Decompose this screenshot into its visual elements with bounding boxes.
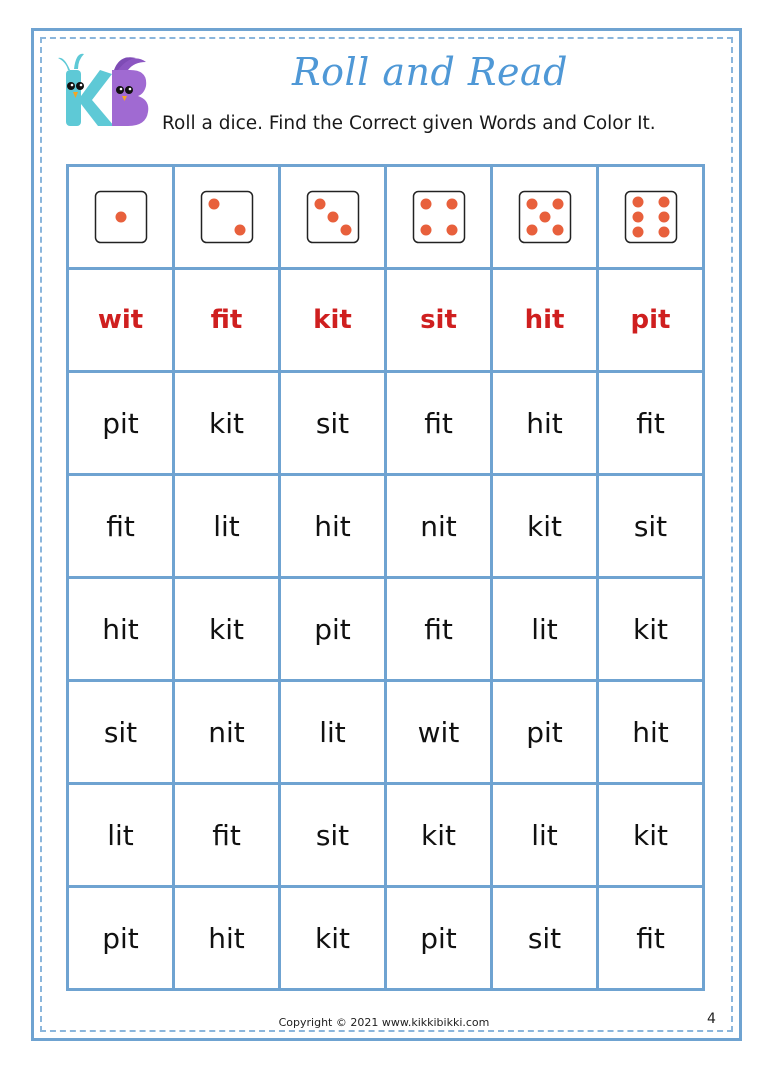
word-text: nit xyxy=(208,715,245,749)
word-text: pit xyxy=(526,715,563,749)
dice-face xyxy=(201,192,252,243)
dice-cell xyxy=(492,166,598,269)
dice-pip xyxy=(552,225,563,236)
target-word: kit xyxy=(313,305,352,335)
dice-cell xyxy=(68,166,174,269)
word-text: hit xyxy=(314,509,351,543)
word-cell[interactable] xyxy=(174,681,280,784)
word-cell[interactable] xyxy=(492,475,598,578)
dice-5-icon xyxy=(518,190,572,244)
page-title: Roll and Read xyxy=(292,50,568,94)
word-cell[interactable] xyxy=(68,681,174,784)
word-cell[interactable] xyxy=(174,578,280,681)
dice-pip xyxy=(446,199,457,210)
word-cell[interactable] xyxy=(492,578,598,681)
target-word-cell xyxy=(68,269,174,372)
word-text: hit xyxy=(102,612,139,646)
word-text: fit xyxy=(106,509,135,543)
word-row xyxy=(68,681,704,784)
target-word-cell xyxy=(598,269,704,372)
target-word-row xyxy=(68,269,704,372)
word-text: kit xyxy=(209,406,244,440)
word-text: nit xyxy=(420,509,457,543)
page-number: 4 xyxy=(707,1011,716,1027)
target-word-cell xyxy=(386,269,492,372)
dice-pip xyxy=(526,199,537,210)
word-cell[interactable] xyxy=(280,681,386,784)
dice-6-icon xyxy=(624,190,678,244)
word-text: kit xyxy=(527,509,562,543)
target-word: hit xyxy=(524,305,565,335)
word-cell[interactable] xyxy=(68,887,174,990)
word-row xyxy=(68,372,704,475)
target-word-cell xyxy=(174,269,280,372)
word-cell[interactable] xyxy=(280,887,386,990)
word-row xyxy=(68,578,704,681)
word-row xyxy=(68,887,704,990)
word-text: fit xyxy=(424,612,453,646)
dice-pip xyxy=(208,199,219,210)
dice-cell xyxy=(280,166,386,269)
dice-pip xyxy=(632,197,643,208)
word-cell[interactable] xyxy=(68,372,174,475)
dice-4-icon xyxy=(412,190,466,244)
target-word: wit xyxy=(97,305,144,335)
word-cell[interactable] xyxy=(386,475,492,578)
target-word-cell xyxy=(280,269,386,372)
word-cell[interactable] xyxy=(280,372,386,475)
dice-cell xyxy=(174,166,280,269)
word-text: lit xyxy=(319,715,346,749)
word-text: lit xyxy=(213,509,240,543)
word-cell[interactable] xyxy=(598,578,704,681)
dice-row xyxy=(68,166,704,269)
dice-pip xyxy=(420,199,431,210)
word-cell[interactable] xyxy=(492,887,598,990)
word-row xyxy=(68,784,704,887)
dice-pip xyxy=(446,225,457,236)
word-text: hit xyxy=(208,921,245,955)
word-text: fit xyxy=(636,921,665,955)
word-text: kit xyxy=(209,612,244,646)
word-cell[interactable] xyxy=(174,475,280,578)
word-cell[interactable] xyxy=(174,784,280,887)
dice-pip xyxy=(420,225,431,236)
word-text: fit xyxy=(424,406,453,440)
word-cell[interactable] xyxy=(598,681,704,784)
dice-pip xyxy=(658,212,669,223)
word-text: kit xyxy=(633,818,668,852)
word-cell[interactable] xyxy=(598,475,704,578)
word-text: fit xyxy=(636,406,665,440)
word-cell[interactable] xyxy=(280,578,386,681)
target-word-cell xyxy=(492,269,598,372)
dice-cell xyxy=(386,166,492,269)
word-text: pit xyxy=(420,921,457,955)
dice-face xyxy=(413,192,464,243)
word-cell[interactable] xyxy=(386,681,492,784)
dice-1-icon xyxy=(94,190,148,244)
dice-pip xyxy=(658,197,669,208)
dice-cell xyxy=(598,166,704,269)
dice-pip xyxy=(552,199,563,210)
word-text: hit xyxy=(526,406,563,440)
word-text: sit xyxy=(527,921,562,955)
word-cell[interactable] xyxy=(386,784,492,887)
word-cell[interactable] xyxy=(598,784,704,887)
word-cell[interactable] xyxy=(386,372,492,475)
copyright-text: Copyright © 2021 www.kikkibikki.com xyxy=(278,1016,490,1029)
word-text: kit xyxy=(315,921,350,955)
dice-2-icon xyxy=(200,190,254,244)
roll-and-read-grid xyxy=(66,164,705,991)
dice-pip xyxy=(340,225,351,236)
word-cell[interactable] xyxy=(386,887,492,990)
dice-pip xyxy=(658,227,669,238)
dice-pip xyxy=(632,212,643,223)
target-word: sit xyxy=(420,305,457,335)
word-cell[interactable] xyxy=(598,372,704,475)
dice-pip xyxy=(115,212,126,223)
dice-pip xyxy=(539,212,550,223)
word-text: lit xyxy=(531,612,558,646)
word-cell[interactable] xyxy=(68,784,174,887)
word-cell[interactable] xyxy=(174,887,280,990)
word-text: pit xyxy=(314,612,351,646)
word-cell[interactable] xyxy=(174,372,280,475)
word-cell[interactable] xyxy=(280,475,386,578)
word-text: sit xyxy=(103,715,138,749)
kb-logo xyxy=(56,48,152,132)
word-text: wit xyxy=(417,715,460,749)
word-text: lit xyxy=(107,818,134,852)
word-text: pit xyxy=(102,921,139,955)
word-text: sit xyxy=(315,406,350,440)
dice-pip xyxy=(632,227,643,238)
dice-3-icon xyxy=(306,190,360,244)
dice-pip xyxy=(526,225,537,236)
word-text: sit xyxy=(633,509,668,543)
word-row xyxy=(68,475,704,578)
word-cell[interactable] xyxy=(68,578,174,681)
word-text: lit xyxy=(531,818,558,852)
target-word: pit xyxy=(630,305,671,335)
dice-pip xyxy=(314,199,325,210)
word-cell[interactable] xyxy=(386,578,492,681)
word-cell[interactable] xyxy=(280,784,386,887)
instruction-text: Roll a dice. Find the Correct given Words and Color It. xyxy=(162,113,656,134)
word-text: kit xyxy=(421,818,456,852)
word-cell[interactable] xyxy=(492,681,598,784)
dice-pip xyxy=(234,225,245,236)
word-cell[interactable] xyxy=(492,372,598,475)
word-cell[interactable] xyxy=(68,475,174,578)
word-text: kit xyxy=(633,612,668,646)
word-text: hit xyxy=(632,715,669,749)
word-cell[interactable] xyxy=(492,784,598,887)
word-text: sit xyxy=(315,818,350,852)
word-text: fit xyxy=(212,818,241,852)
word-cell[interactable] xyxy=(598,887,704,990)
target-word: fit xyxy=(210,305,243,335)
word-text: pit xyxy=(102,406,139,440)
dice-pip xyxy=(327,212,338,223)
